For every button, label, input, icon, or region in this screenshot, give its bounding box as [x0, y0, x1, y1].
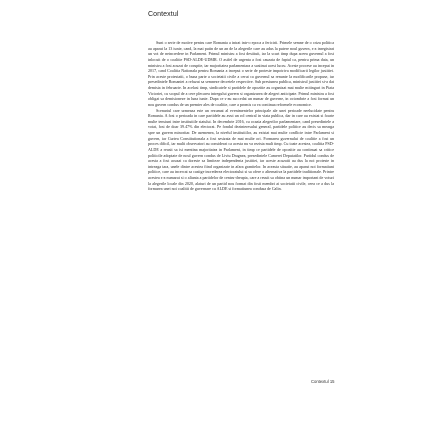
paragraph-1: Sunt o serie de motive pentru care Romania a intrat intr-o epoca a fericirii. Primele semne de o criza politica au aparut la 13 iunie, cand, la mai putin de un an de la alegerile care au adus la putere noul guvern, s-a inregistrat un vot de neincredere in Parlament. Primul ministru a fost destituit, iar la scurt timp dupa aceea guvernul a fost inlocuit de o coalitie PSD-ALDE-UDMR. O astfel de urgenta a fost cauzata de faptul ca, pentru prima data, un ministru a fost acuzat de coruptie, iar majoritatea parlamentara a sustinut acest lucru. Aceste procese au inceput in 2017, cand Coalitia Nationala pentru Romania a inceput o serie de proteste impotriva modificarii legilor justitiei. Prin aceste protestatii, o buna parte a societatii civile a cerut ca guvernul sa renunte la modificarile propuse, iar presedintele Romaniei a refuzat sa semneze decretele respective. Sub presiunea publica, ministrul justitiei si-a dat demisia in februarie. In acelasi timp, sindicatele si partidele de opozitie au organizat mai multe mitinguri in Piata Victoriei, cu scopul de a cere plecarea intregului guvern si organizarea de alegeri anticipate. Primul ministru a fost obligat sa demisioneze in luna iunie. Dupa ce s-au succedat un numar de guverne, in octombrie a fost format un nou guvern condus de un premier ales de coalitie, care a promis ca va continua reformele economice.	[148, 40, 334, 107]
paragraph-2: Scenariul care urmeaza este un rezumat al evenimentelor principale ale unei perioade neelucidate pentru Romania. A fost o perioada in care partidele au avut un rol central in viata publica, dar in care au existat si foarte multe tensiuni intre institutiile statului. In decembrie 2016, cu ocazia alegerilor parlamentare, cand presedintele a votat, fost de doar 39.47% din electorat. Pe fondul dezinteresului general, partidele politice au decis sa mearga spre un guvern minoritar. De asemenea, la nivelul institutiilor, au existat mai multe conflicte intre Parlament si guvern, iar Curtea Constitutionala a fost sesizata de mai multe ori. Formarea guvernului de coalitie a fost un proces dificil, iar multi observatori au considerat ca acesta nu va rezista mult timp. Cu toate acestea, coalitia PSD-ALDE a reusit sa isi mentina majoritatea in Parlament, in timp ce partidele de opozitie au continuat sa critice politicile adoptate de noul guvern condus de Liviu Dragnea, presedintele Camerei Deputatilor. Partidul condus de acesta a fost acuzat ca doreste sa limiteze independenta justitiei, iar aceste acuzatii au dus la noi proteste in intreaga tara, unele dintre acestea fiind organizate in afara granitelor. In aceasta situatie, au aparut noi formatiuni politice, care au incercat sa castige increderea electoratului si sa ofere o alternativa la partidele traditionale. Printre acestea s-a numarat si o alianta a partidelor de centru-dreapta, care a reusit sa obtina un numar important de voturi la alegerile locale din 2020, alaturi de un partid nou format din fosti membri ai societatii civile, ceea ce a dus la formarea unei noi coalitii de guvernare cu ALDE si formatiunea condusa de Calin.	[148, 107, 334, 192]
page-title: Contextul	[148, 11, 179, 18]
page-footer: Contextul 15	[311, 379, 335, 384]
body-text	[148, 40, 334, 192]
